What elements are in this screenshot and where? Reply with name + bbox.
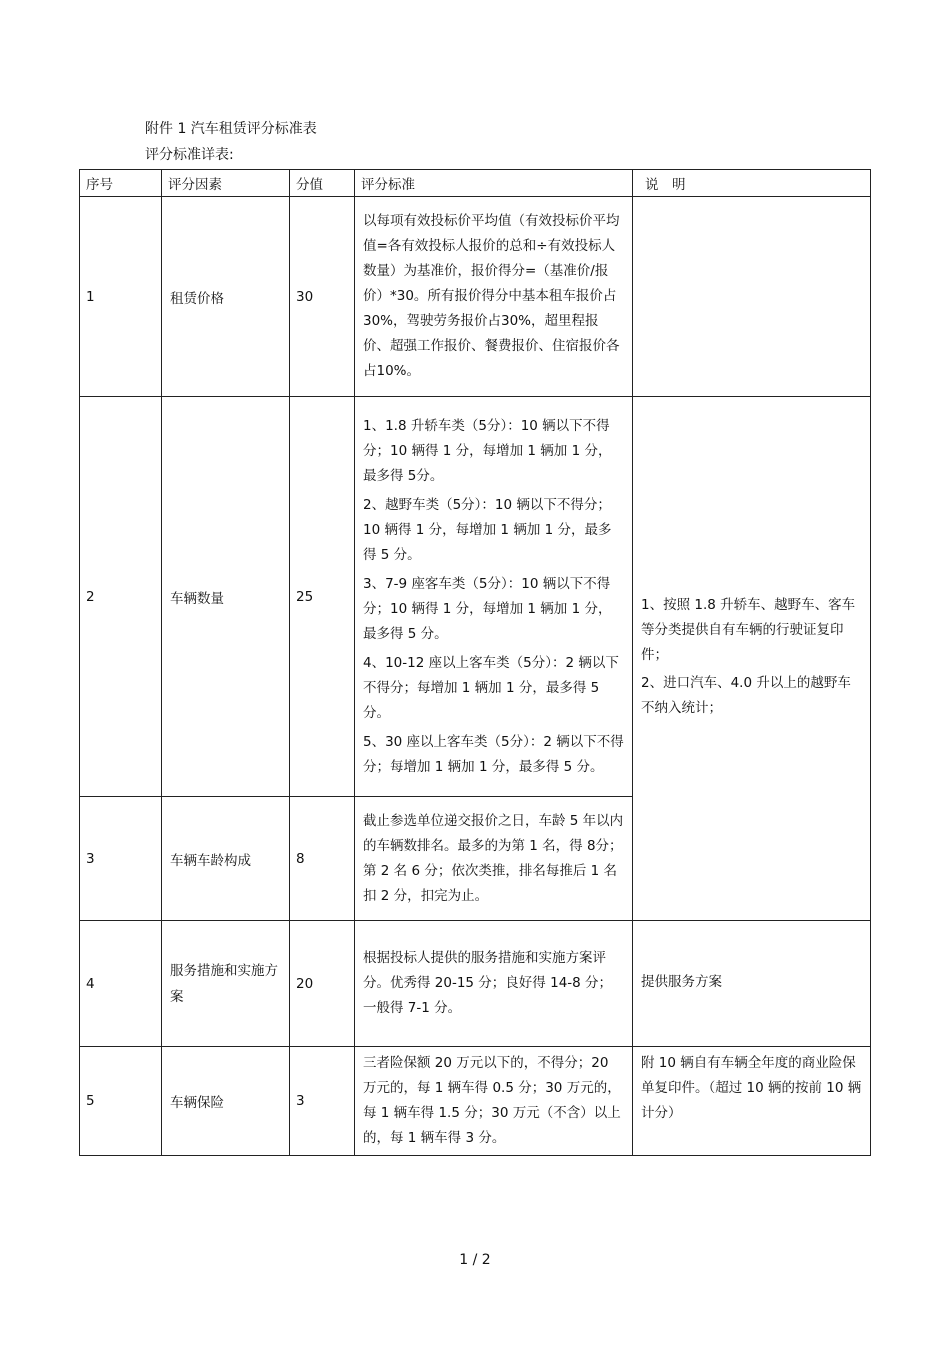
note-item: 附 10 辆自有车辆全年度的商业险保单复印件。（超过 10 辆的按前 10 辆计分） bbox=[641, 1055, 862, 1121]
criteria-item: 2、越野车类（5分）：10 辆以下不得分；10 辆得 1 分，每增加 1 辆加 1 分，最多得 5 分。 bbox=[363, 496, 612, 563]
row-criteria bbox=[355, 197, 633, 397]
row-number: 4 bbox=[80, 921, 162, 1047]
row-score: 25 bbox=[290, 397, 355, 797]
column-header-criteria: 评分标准 bbox=[355, 170, 633, 197]
row-note bbox=[633, 921, 871, 1047]
table-header-row bbox=[80, 170, 871, 197]
row-criteria bbox=[355, 921, 633, 1047]
criteria-text: 截止参选单位递交报价之日，车龄 5 年以内的车辆数排名。最多的为第 1 名，得 8分；第 2 名 6 分；依次类推，排名每推后 1 名扣 2 分，扣完为止。 bbox=[363, 812, 624, 904]
table-row bbox=[80, 197, 871, 397]
row-criteria bbox=[355, 397, 633, 797]
criteria-text: 三者险保额 20 万元以下的，不得分；20 万元的，每 1 辆车得 0.5 分；30 万元的，每 1 辆车得 1.5 分；30 万元（不含）以上的，每 1 辆车得 3 分。 bbox=[363, 1055, 621, 1146]
row-factor: 车辆车龄构成 bbox=[162, 797, 290, 921]
row-number: 5 bbox=[80, 1047, 162, 1156]
row-score: 3 bbox=[290, 1047, 355, 1156]
criteria-item: 5、30 座以上客车类（5分）：2 辆以下不得分；每增加 1 辆加 1 分，最多得 5 分。 bbox=[363, 733, 624, 775]
row-factor: 服务措施和实施方案 bbox=[162, 921, 290, 1047]
note-item: 2、进口汽车、4.0 升以上的越野车不纳入统计； bbox=[641, 675, 851, 716]
row-factor: 车辆保险 bbox=[162, 1047, 290, 1156]
criteria-item: 1、1.8 升轿车类（5分）：10 辆以下不得分；10 辆得 1 分，每增加 1 辆加 1 分，最多得 5分。 bbox=[363, 417, 612, 484]
table-row bbox=[80, 1047, 871, 1156]
criteria-text: 根据投标人提供的服务措施和实施方案评分。优秀得 20-15 分；良好得 14-8 分；一般得 7-1 分。 bbox=[363, 950, 613, 1016]
row-note bbox=[633, 197, 871, 397]
row-factor: 车辆数量 bbox=[162, 397, 290, 797]
criteria-text: 以每项有效投标价平均值（有效投标价平均值=各有效投标人报价的总和÷有效投标人数量）为基准价，报价得分=（基准价/报价）*30。所有报价得分中基本租车报价占30%，驾驶劳务报价占30%，超里程报价、超强工作报价、餐费报价、住宿报价各占10%。 bbox=[363, 213, 620, 379]
row-note bbox=[633, 397, 871, 921]
table-row bbox=[80, 921, 871, 1047]
row-factor: 租赁价格 bbox=[162, 197, 290, 397]
column-header-note: 说 明 bbox=[633, 170, 871, 197]
document-title: 附件 1 汽车租赁评分标准表 bbox=[145, 121, 317, 137]
column-header-score: 分值 bbox=[290, 170, 355, 197]
column-header-no: 序号 bbox=[80, 170, 162, 197]
row-number: 2 bbox=[80, 397, 162, 797]
scoring-table bbox=[79, 169, 871, 1156]
criteria-item: 4、10-12 座以上客车类（5分）：2 辆以下不得分；每增加 1 辆加 1 分，最多得 5 分。 bbox=[363, 654, 619, 721]
document-subtitle: 评分标准详表: bbox=[145, 147, 234, 163]
page-number: 1 / 2 bbox=[459, 1252, 491, 1268]
criteria-item: 3、7-9 座客车类（5分）：10 辆以下不得分；10 辆得 1 分，每增加 1 辆加 1 分，最多得 5 分。 bbox=[363, 575, 612, 642]
row-note bbox=[633, 1047, 871, 1156]
row-number: 1 bbox=[80, 197, 162, 397]
row-score: 8 bbox=[290, 797, 355, 921]
note-item: 提供服务方案 bbox=[641, 973, 722, 990]
row-score: 30 bbox=[290, 197, 355, 397]
row-number: 3 bbox=[80, 797, 162, 921]
row-score: 20 bbox=[290, 921, 355, 1047]
row-criteria bbox=[355, 797, 633, 921]
note-item: 1、按照 1.8 升轿车、越野车、客车等分类提供自有车辆的行驶证复印件； bbox=[641, 597, 856, 663]
column-header-factor: 评分因素 bbox=[162, 170, 290, 197]
table-row bbox=[80, 397, 871, 797]
row-criteria bbox=[355, 1047, 633, 1156]
